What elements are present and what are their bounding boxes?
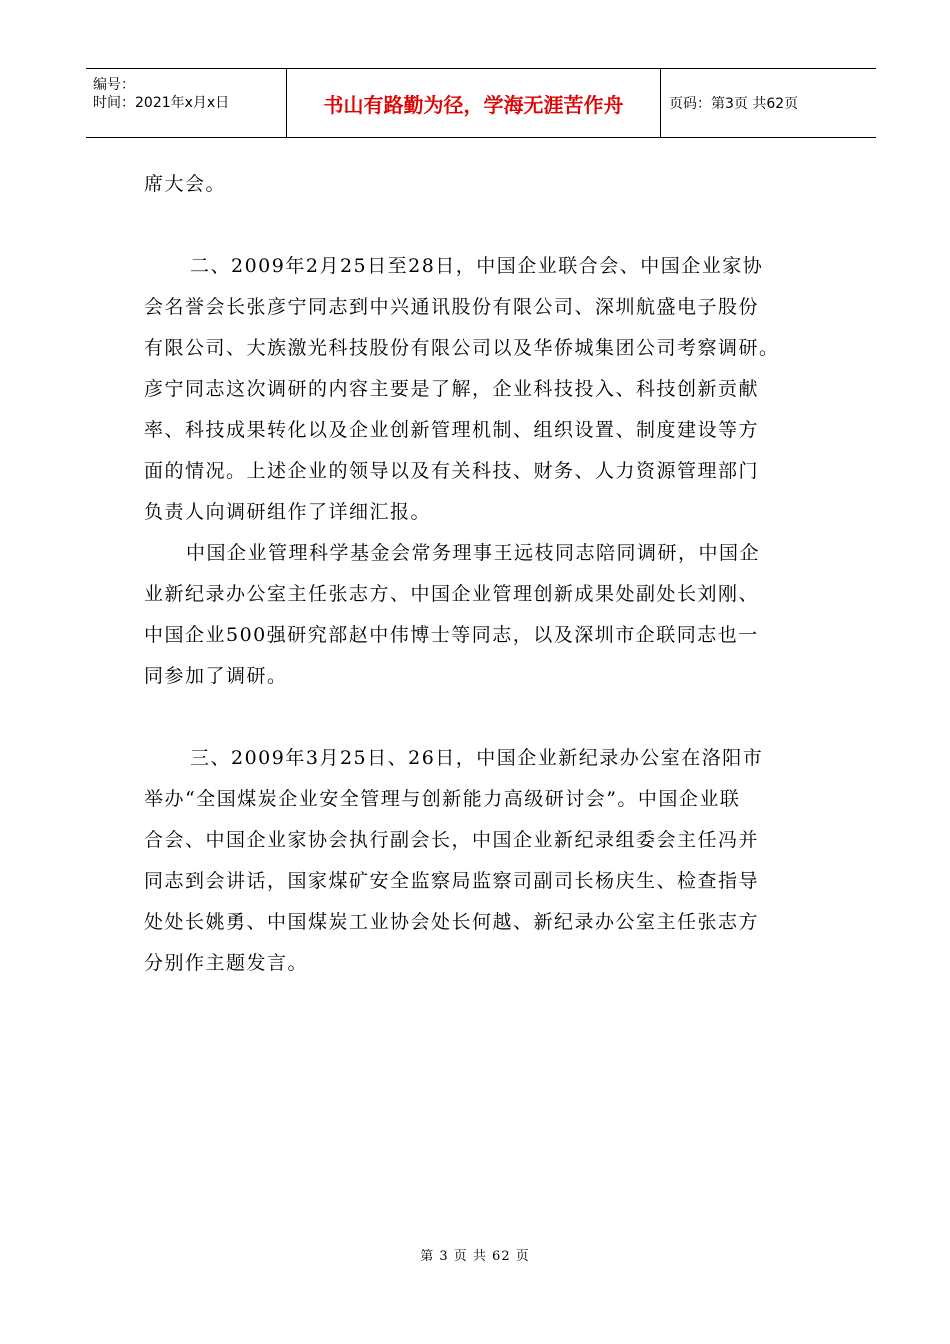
document-time-label: 时间：2021年x月x日 <box>93 95 230 111</box>
header-motto: 书山有路勤为径，学海无涯苦作舟 <box>287 69 661 137</box>
body-line: 三、2009年3月25日、26日，中国企业新纪录办公室在洛阳市 <box>190 747 764 769</box>
header-info-cell <box>86 69 287 137</box>
body-line: 席大会。 <box>144 173 227 195</box>
body-line: 二、2009年2月25日至28日，中国企业联合会、中国企业家协 <box>190 255 764 277</box>
body-line: 有限公司、大族激光科技股份有限公司以及华侨城集团公司考察调研。 <box>144 337 780 359</box>
page-footer: 第 3 页 共 62 页 <box>420 1249 530 1264</box>
document-header <box>86 68 876 138</box>
document-number-label: 编号： <box>93 77 135 93</box>
body-line: 处处长姚勇、中国煤炭工业协会处长何越、新纪录办公室主任张志方 <box>144 911 760 933</box>
body-line: 合会、中国企业家协会执行副会长，中国企业新纪录组委会主任冯并 <box>144 829 760 851</box>
paragraph-gap <box>144 205 824 246</box>
body-line: 同志到会讲话，国家煤矿安全监察局监察司副司长杨庆生、检查指导 <box>144 870 760 892</box>
paragraph-gap <box>144 697 824 738</box>
body-line: 中国企业500强研究部赵中伟博士等同志，以及深圳市企联同志也一 <box>144 624 759 646</box>
header-page-number: 页码：第3页 共62页 <box>669 96 799 112</box>
body-line: 面的情况。上述企业的领导以及有关科技、财务、人力资源管理部门 <box>144 460 760 482</box>
body-line: 负责人向调研组作了详细汇报。 <box>144 501 432 523</box>
body-line: 率、科技成果转化以及企业创新管理机制、组织设置、制度建设等方 <box>144 419 760 441</box>
body-line: 分别作主题发言。 <box>144 952 309 974</box>
body-line: 同参加了调研。 <box>144 665 288 687</box>
document-body <box>144 164 824 984</box>
body-line: 中国企业管理科学基金会常务理事王远枝同志陪同调研，中国企 <box>186 542 761 564</box>
body-line: 举办“全国煤炭企业安全管理与创新能力高级研讨会”。中国企业联 <box>144 788 741 810</box>
body-line: 彦宁同志这次调研的内容主要是了解，企业科技投入、科技创新贡献 <box>144 378 760 400</box>
body-line: 业新纪录办公室主任张志方、中国企业管理创新成果处副处长刘刚、 <box>144 583 760 605</box>
body-line: 会名誉会长张彦宁同志到中兴通讯股份有限公司、深圳航盛电子股份 <box>144 296 760 318</box>
